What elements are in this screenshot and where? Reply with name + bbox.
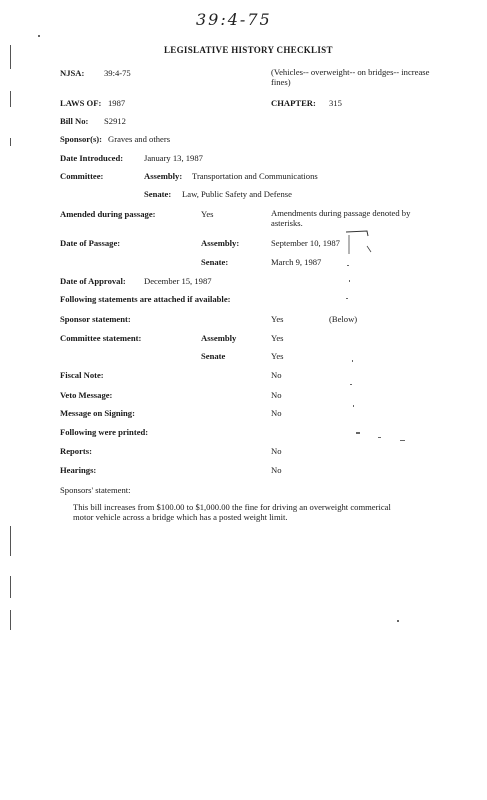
veto-message-value: No: [271, 390, 282, 400]
sponsors-value: Graves and others: [108, 134, 171, 144]
fiscal-note-label: Fiscal Note:: [60, 370, 104, 380]
margin-mark: [10, 138, 11, 146]
handwritten-statute-number: 39:4-75: [196, 10, 272, 29]
scan-speck: [347, 265, 349, 266]
njsa-label: NJSA:: [60, 68, 85, 78]
statements-attached-heading: Following statements are attached if available:: [60, 294, 231, 304]
margin-mark: [10, 526, 11, 556]
committee-statement-senate-label: Senate: [201, 351, 226, 361]
reports-value: No: [271, 446, 282, 456]
scan-speck: [38, 35, 40, 37]
hearings-label: Hearings:: [60, 465, 97, 475]
margin-mark: [10, 45, 11, 69]
chapter-label: CHAPTER:: [271, 98, 316, 108]
passage-assembly-value: September 10, 1987: [271, 238, 340, 248]
bill-no-label: Bill No:: [60, 116, 89, 126]
veto-message-label: Veto Message:: [60, 390, 113, 400]
reports-label: Reports:: [60, 446, 92, 456]
committee-statement-assembly-value: Yes: [271, 333, 284, 343]
scan-speck: [356, 432, 360, 434]
printed-heading: Following were printed:: [60, 427, 149, 437]
chapter-value: 315: [329, 98, 342, 108]
hearings-value: No: [271, 465, 282, 475]
date-of-approval-value: December 15, 1987: [144, 276, 212, 286]
sponsor-statement-label: Sponsor statement:: [60, 314, 131, 324]
committee-statement-assembly-label: Assembly: [201, 333, 237, 343]
scan-speck: [346, 298, 348, 299]
sponsors-label: Sponsor(s):: [60, 134, 103, 144]
njsa-value: 39:4-75: [104, 68, 131, 78]
sponsor-statement-value: Yes: [271, 314, 284, 324]
passage-senate-value: March 9, 1987: [271, 257, 322, 267]
njsa-subject-note: (Vehicles-- overweight-- on bridges-- increase fines): [271, 67, 430, 87]
scan-speck: [349, 280, 350, 282]
scan-speck: [352, 360, 353, 362]
scan-speck: [397, 620, 399, 622]
committee-senate-label: Senate:: [144, 189, 172, 199]
committee-assembly-value: Transportation and Communications: [192, 171, 318, 181]
scan-stamp-mark: [343, 230, 373, 258]
amended-value: Yes: [201, 209, 214, 219]
laws-of-value: 1987: [108, 98, 126, 108]
committee-statement-senate-value: Yes: [271, 351, 284, 361]
scan-speck: [350, 384, 352, 385]
page-title: LEGISLATIVE HISTORY CHECKLIST: [164, 45, 333, 55]
message-on-signing-label: Message on Signing:: [60, 408, 135, 418]
message-on-signing-value: No: [271, 408, 282, 418]
amended-label: Amended during passage:: [60, 209, 156, 219]
date-introduced-value: January 13, 1987: [144, 153, 203, 163]
fiscal-note-value: No: [271, 370, 282, 380]
scan-speck: [378, 437, 381, 438]
margin-mark: [10, 91, 11, 107]
passage-senate-label: Senate:: [201, 257, 229, 267]
margin-mark: [10, 576, 11, 598]
passage-assembly-label: Assembly:: [201, 238, 240, 248]
committee-assembly-label: Assembly:: [144, 171, 183, 181]
committee-label: Committee:: [60, 171, 104, 181]
sponsors-statement-body: This bill increases from $100.00 to $1,000.00 the fine for driving an overweight commerical motor vehicle across a bridge which has a posted weight limit.: [73, 502, 391, 522]
sponsor-statement-note: (Below): [329, 314, 358, 324]
amended-note: Amendments during passage denoted by asterisks.: [271, 208, 411, 228]
date-of-passage-label: Date of Passage:: [60, 238, 121, 248]
committee-senate-value: Law, Public Safety and Defense: [182, 189, 292, 199]
date-of-approval-label: Date of Approval:: [60, 276, 126, 286]
scan-speck: [400, 440, 405, 441]
bill-no-value: S2912: [104, 116, 126, 126]
laws-of-label: LAWS OF:: [60, 98, 102, 108]
scan-speck: [353, 405, 354, 407]
date-introduced-label: Date Introduced:: [60, 153, 124, 163]
sponsors-statement-heading: Sponsors' statement:: [60, 485, 131, 495]
committee-statement-label: Committee statement:: [60, 333, 142, 343]
margin-mark: [10, 610, 11, 630]
